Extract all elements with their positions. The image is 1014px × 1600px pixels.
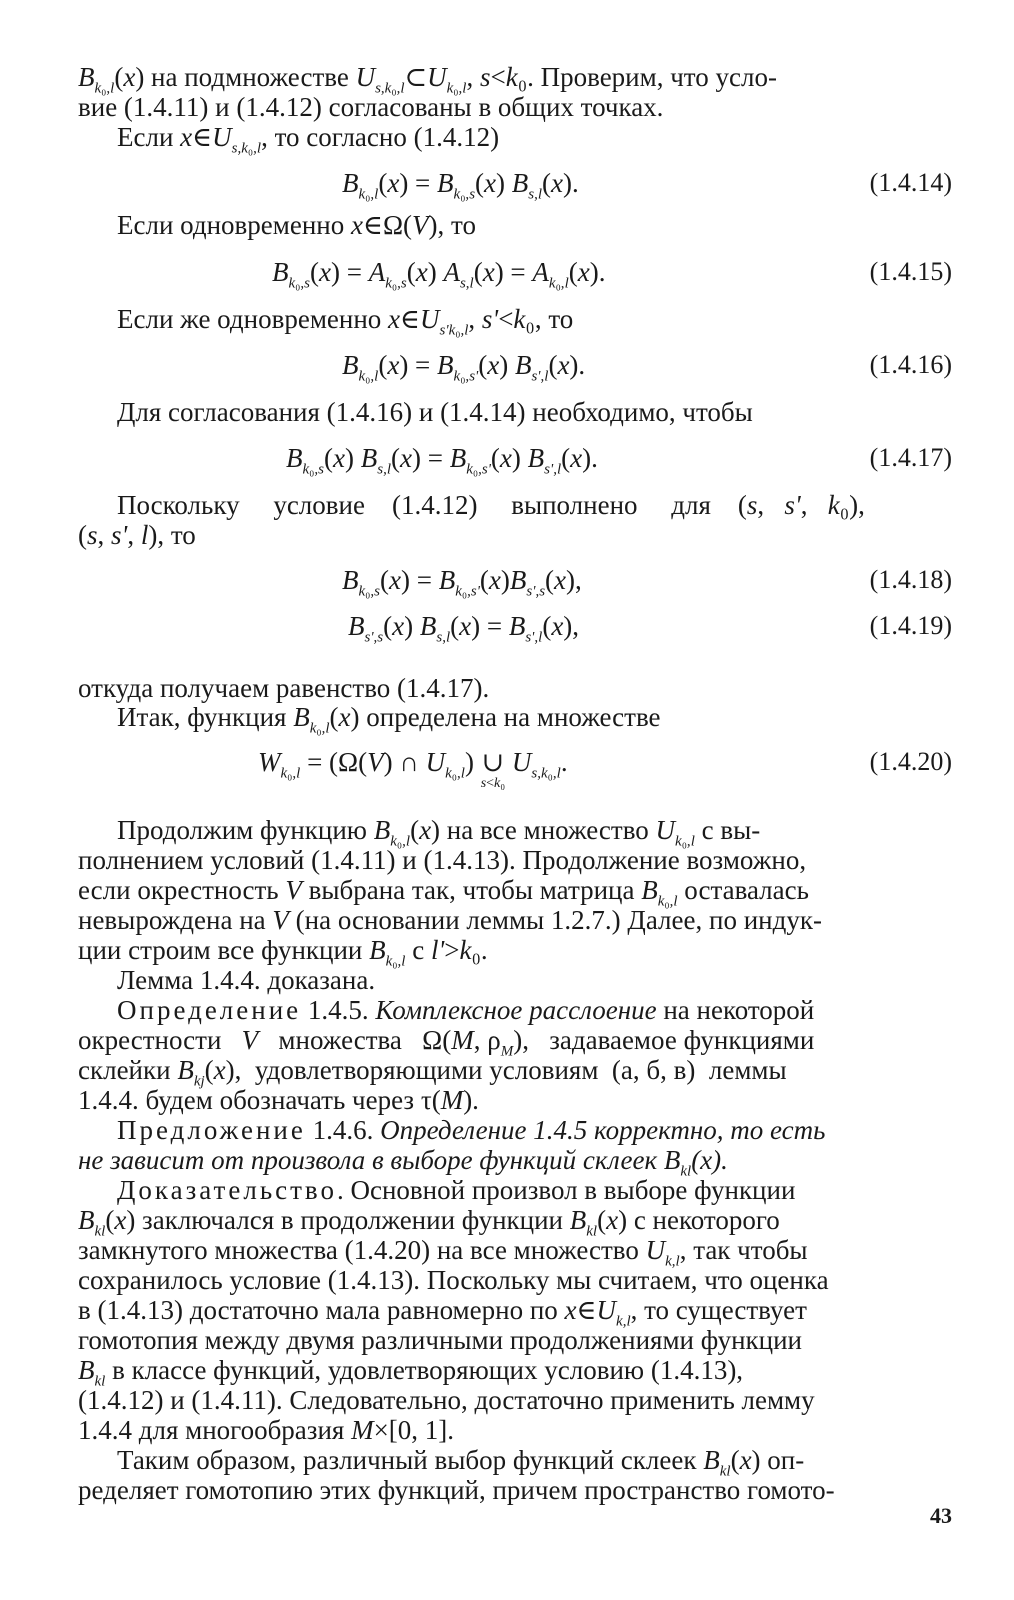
text-line: Предложение 1.4.6. Определение 1.4.5 корректно, то есть	[117, 1115, 826, 1145]
equation: $B_{k_0,l}(x) = B_{k_0,s'}(x)$ $B_{s',l}(x)$.	[342, 350, 586, 385]
text-line: Если же одновременно $x\in U_{s'k_0,l}$, s'<k₀, то	[117, 304, 574, 339]
text-line: сохранилось условие (1.4.13). Поскольку мы считаем, что оценка	[78, 1265, 829, 1295]
text-line: если окрестность V выбрана так, чтобы матрица $B_{k_0,l}$ оставалась	[78, 875, 809, 910]
text-line: вие (1.4.11) и (1.4.12) согласованы в общих точках.	[78, 92, 664, 122]
text-line: (s, s', l), то	[78, 520, 196, 550]
text-line: невырождена на V (на основании леммы 1.2.7.) Далее, по индук-	[78, 905, 822, 935]
text-line: в (1.4.13) достаточно мала равномерно по $x\in U_{k,l}$, то существует	[78, 1295, 807, 1330]
page-number: 43	[930, 1503, 952, 1528]
text-line: ределяет гомотопию этих функций, причем пространство гомото-	[78, 1475, 835, 1505]
text-line: окрестности V множества Ω(M, $\rho_M$), задаваемое функциями	[78, 1025, 815, 1060]
text-line: ции строим все функции $B_{k_0,l}$ с l'>k₀.	[78, 935, 488, 970]
text-line: (1.4.12) и (1.4.11). Следовательно, достаточно применить лемму	[78, 1385, 815, 1415]
equation-number: (1.4.17)	[869, 443, 952, 472]
text-line: $B_{k_0,l}(x)$ на подмножестве $U_{s,k_0,l}\subset U_{k_0,l}$, s<k₀. Проверим, что усло-	[78, 62, 777, 97]
text-line: замкнутого множества (1.4.20) на все множество $U_{k,l}$, так чтобы	[78, 1235, 808, 1270]
text-line: не зависит от произвола в выборе функций склеек $B_{kl}(x)$.	[78, 1145, 728, 1180]
text-line: Если одновременно x∈Ω(V), то	[117, 210, 476, 240]
text-line: $B_{kl}$ в классе функций, удовлетворяющих условию (1.4.13),	[78, 1355, 744, 1390]
text-line: Продолжим функцию $B_{k_0,l}(x)$ на все множество $U_{k_0,l}$ с вы-	[117, 815, 761, 850]
text-line: Лемма 1.4.4. доказана.	[117, 965, 376, 995]
equation-number: (1.4.16)	[869, 350, 952, 379]
equation: $B_{k_0,l}(x) = B_{k_0,s}(x)$ $B_{s,l}(x)$.	[342, 168, 579, 203]
text-line: $B_{kl}(x)$ заключался в продолжении функции $B_{kl}(x)$ с некоторого	[78, 1205, 780, 1240]
equation-number: (1.4.18)	[869, 565, 952, 594]
equation: $B_{k_0,s}(x) B_{s,l}(x) = B_{k_0,s'}(x)$ $B_{s',l}(x)$.	[286, 443, 598, 478]
text-line: Таким образом, различный выбор функций склеек $B_{kl}(x)$ оп-	[117, 1445, 805, 1480]
equation-number: (1.4.20)	[869, 747, 952, 776]
equation: $B_{k_0,s}(x) = B_{k_0,s'}(x)B_{s',s}(x)$,	[342, 565, 582, 600]
equation: $W_{k_0,l} = (\Omega(V)$ ∩ $U_{k_0,l}$) ∪ s<k₀ $U_{s,k_0,l}$.	[258, 747, 568, 791]
text-line: Если $x\in U_{s,k_0,l}$, то согласно (1.4.12)	[117, 122, 500, 157]
text-line: гомотопия между двумя различными продолжениями функции	[78, 1325, 802, 1355]
text-line: полнением условий (1.4.11) и (1.4.13). Продолжение возможно,	[78, 845, 807, 875]
equation-number: (1.4.15)	[869, 257, 952, 286]
text-line: Доказательство. Основной произвол в выборе функции	[117, 1175, 796, 1205]
text-line: Определение 1.4.5. Комплексное расслоение на некоторой	[117, 995, 815, 1025]
equation-number: (1.4.19)	[869, 611, 952, 640]
text-line: склейки $B_{kj}(x)$, удовлетворяющими условиям (а, б, в) леммы	[78, 1055, 787, 1090]
text-line: 1.4.4 для многообразия M×[0, 1].	[78, 1415, 455, 1445]
text-line: Для согласования (1.4.16) и (1.4.14) необходимо, чтобы	[117, 397, 753, 427]
equation: $B_{k_0,s}(x) = A_{k_0,s}(x) A_{s,l}(x) = A_{k_0,l}(x)$.	[272, 257, 606, 292]
text-line: Итак, функция $B_{k_0,l}(x)$ определена на множестве	[117, 702, 661, 737]
text-line: 1.4.4. будем обозначать через τ(M).	[78, 1085, 479, 1115]
text-line: Поскольку условие (1.4.12) выполнено для (s, s', k₀),	[117, 490, 865, 520]
equation-number: (1.4.14)	[869, 168, 952, 197]
equation: $B_{s',s}(x) B_{s,l}(x) = B_{s',l}(x)$,	[348, 611, 580, 646]
text-line: откуда получаем равенство (1.4.17).	[78, 673, 490, 703]
